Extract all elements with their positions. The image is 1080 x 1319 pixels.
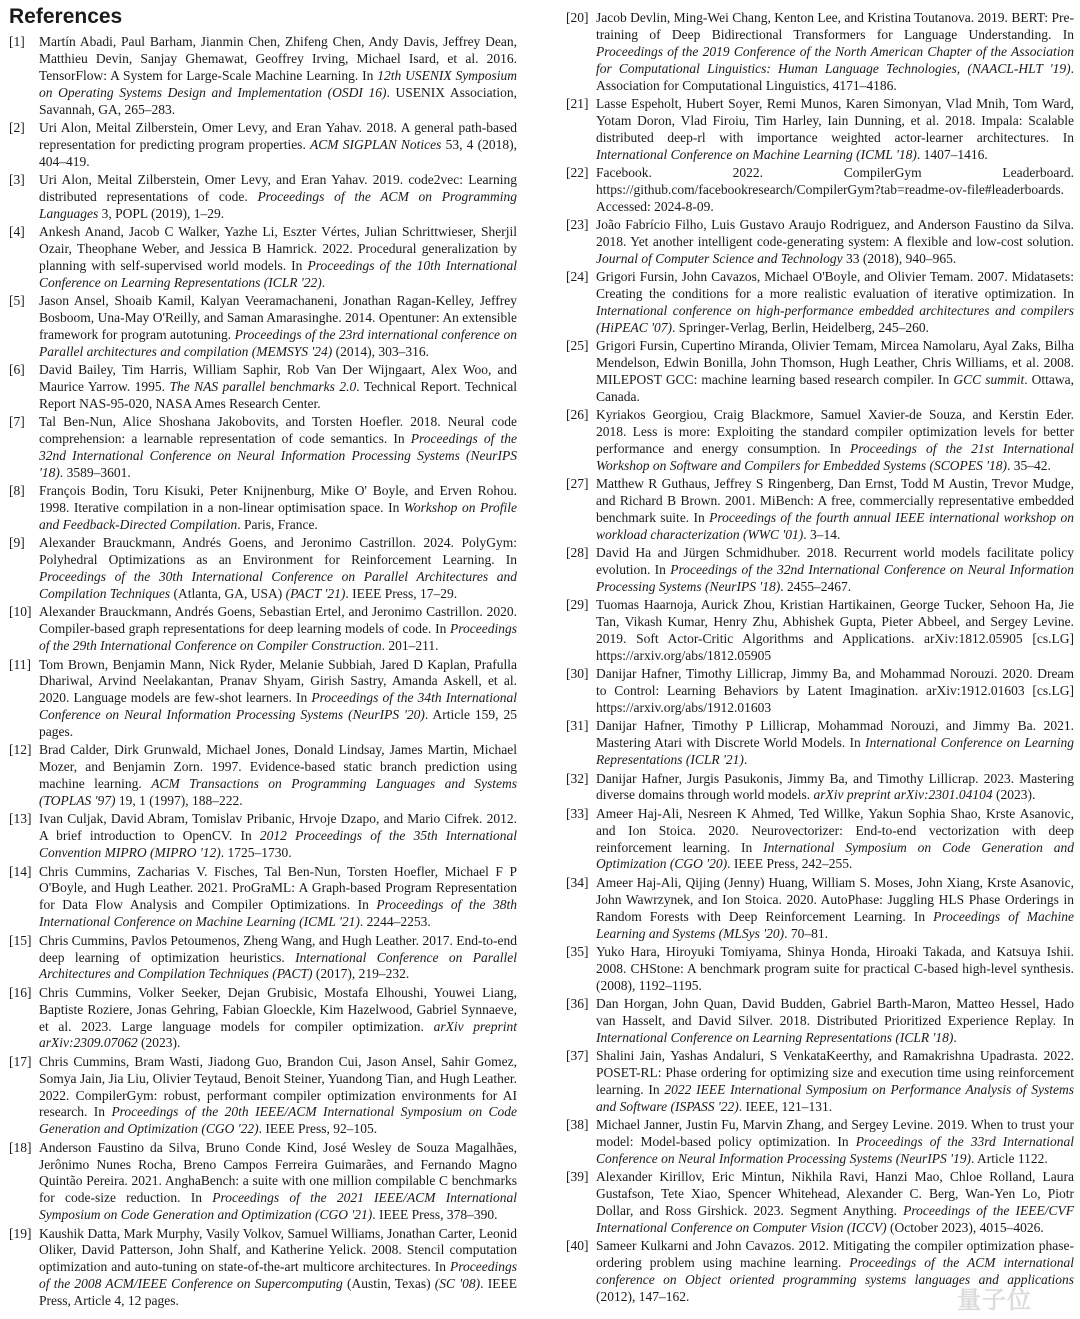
reference-number: [34] [566,874,589,890]
reference-segment: Chris Cummins, Pavlos Petoumenos, Zheng Wang, and Hugh Leather. 2017. End-to-end deep learning of optimization heuristics. [39,932,517,965]
reference-entry [9,293,517,361]
reference-number: [3] [9,172,25,188]
reference-segment: . Article 1122. [970,1150,1048,1166]
reference-entry [9,985,517,1053]
reference-entry [9,1054,517,1139]
reference-text [596,597,1074,665]
reference-segment: (2012), 147–162. [596,1288,690,1304]
reference-segment: . IEEE, 121–131. [738,1098,833,1114]
reference-venue: Proceedings of the ACM international conference on Object oriented programming systems languages and applications [596,1255,1075,1287]
reference-number: [12] [9,742,32,758]
reference-segment: . 2244–2253. [359,914,431,930]
reference-venue: Proceedings of the 29th International Conference on Compiler Construction [39,621,517,654]
reference-text [596,407,1074,475]
reference-entry [566,666,1074,717]
reference-segment: (October 2023), 4015–4026. [886,1219,1044,1235]
reference-venue: Proceedings of the 30th International Conference on Parallel Architectures and Compilation Techniques [39,569,517,602]
reference-segment: Ameer Haj-Ali, Nesreen K Ahmed, Ted Willke, Yakun Sophia Shao, Krste Asanovic, and Ion Stoica. 2020. Neurovectorizer: End-to-end vectorization with deep reinforcement learning. In [596,805,1074,855]
reference-venue: 2022 IEEE International Symposium on Performance Analysis of Systems and Software (ISPASS '22) [596,1081,1074,1114]
reference-entry [566,806,1074,874]
reference-segment: Ivan Culjak, David Abram, Tomislav Pribanic, Hrvoje Dzapo, and Mario Cifrek. 2012. A brief introduction to OpenCV. In [39,811,517,844]
reference-venue: 2012 Proceedings of the 35th International Convention MIPRO (MIPRO '12) [39,828,517,861]
reference-segment: Chris Cummins, Bram Wasti, Jiadong Guo, Brandon Cui, Jason Ansel, Sahir Gomez, Somya Jain, Jia Liu, Olivier Teytaud, Benoit Steiner, Yuandong Tian, and Hugh Leather. 2022. CompilerGym: robust, performant compiler optimization environments for AI research. In [39,1053,517,1120]
reference-segment: . Springer-Verlag, Berlin, Heidelberg, 245–260. [672,319,930,335]
reference-entry [9,933,517,984]
reference-segment: Jacob Devlin, Ming-Wei Chang, Kenton Lee, and Kristina Toutanova. 2019. BERT: Pre-training of Deep Bidirectional Transformers for Language Understanding. In [596,10,1074,42]
reference-segment: Danijar Hafner, Timothy P Lillicrap, Mohammad Norouzi, and Jimmy Ba. 2021. Mastering Atari with Discrete World Models. In [596,718,1074,751]
reference-segment: . 3–14. [803,526,841,542]
reference-segment: Chris Cummins, Volker Seeker, Dejan Grubisic, Mostafa Elhoushi, Youwei Liang, Baptiste Roziere, Jonas Gehring, Fabian Gloeckle, Kim Hazelwood, Gabriel Synnaeve, et al. 2023. Large language models for compiler optimization. [39,984,517,1034]
reference-text [596,771,1074,805]
reference-text [39,1054,517,1139]
reference-segment: . USENIX Association, Savannah, GA, 265–283. [39,84,517,117]
reference-venue: Workshop on Profile and Feedback-Directed Compilation [39,500,517,533]
reference-venue: arXiv preprint arXiv:2309.07062 [39,1018,517,1051]
reference-venue: Proceedings of the 38th International Conference on Machine Learning (ICML '21) [39,897,517,930]
reference-segment: . Paris, France. [237,517,318,533]
reference-segment: Martín Abadi, Paul Barham, Jianmin Chen, Zhifeng Chen, Andy Davis, Jeffrey Dean, Matthieu Devin, Sanjay Ghemawat, Geoffrey Irving, Michael Isard, et al. 2016. TensorFlow: A System for Large-Scale Machine Learning. In [39,34,517,83]
reference-segment: Tuomas Haarnoja, Aurick Zhou, Kristian Hartikainen, George Tucker, Sehoon Ha, Jie Tan, Vikash Kumar, Henry Zhu, Abhishek Gupta, Pieter Abbeel, and Sergey Levine. 2019. Soft Actor-Critic Algorithms and Applications. arXiv:1812.05905 [cs.LG] https://arxiv.org/abs/1812.05905 [596,597,1074,664]
reference-segment: Anderson Faustino da Silva, Bruno Conde Kind, José Wesley de Souza Magalhães, Jerônimo Nunes Rocha, Breno Campos Ferreira Guimarães, and Fernando Magno Quintão Pereira. 2021. AnghaBench: a suite with one million compilable C benchmarks for code-size reduction. In [39,1139,517,1206]
reference-segment: (2023). [137,1035,181,1051]
reference-segment: David Bailey, Tim Harris, William Saphir, Rob Van Der Wijngaart, Alex Woo, and Maurice Yarrow. 1995. [39,362,517,395]
reference-text [39,120,517,171]
reference-text [596,1048,1074,1116]
reference-venue: (SC '08) [434,1276,481,1292]
reference-segment: Jason Ansel, Shoaib Kamil, Kalyan Veeramachaneni, Jonathan Ragan-Kelley, Jeffrey Bosboom, Una-May O'Reilly, and Saman Amarasinghe. 2014. Opentuner: An extensible framework for program autotuning. [39,293,517,342]
reference-segment: Matthew R Guthaus, Jeffrey S Ringenberg, Dan Ernst, Todd M Austin, Trevor Mudge, and Richard B Brown. 2001. MiBench: A free, commercially representative embedded benchmark suite. In [596,476,1074,526]
reference-number: [31] [566,718,589,734]
reference-text [39,657,517,742]
reference-number: [2] [9,119,25,135]
reference-segment: Uri Alon, Meital Zilberstein, Omer Levy, and Eran Yahav. 2018. A general path-based representation for predicting program properties. [39,119,517,152]
reference-entry [566,217,1074,268]
reference-venue: Proceedings of the fourth annual IEEE international workshop on workload characterization (WWC '01) [596,510,1075,542]
reference-number: [29] [566,597,589,613]
reference-entry [566,996,1074,1047]
reference-venue: Proceedings of the 2021 IEEE/ACM International Symposium on Code Generation and Optimization (CGO '21) [39,1190,518,1223]
reference-text [596,875,1074,943]
reference-entry [566,407,1074,475]
reference-segment: . 3589–3601. [59,465,131,480]
reference-segment: (2017), 219–232. [312,966,410,982]
reference-venue: Proceedings of the 23rd international conference on Parallel architectures and compilation (MEMSYS '24) [39,326,517,359]
reference-text [39,985,517,1053]
reference-number: [5] [9,293,25,309]
reference-segment: . IEEE Press, 92–105. [258,1121,378,1137]
reference-venue: ACM Transactions on Programming Languages and Systems (TOPLAS '97) [39,776,517,809]
reference-entry [566,718,1074,769]
reference-segment: . IEEE Press, 17–29. [345,586,458,602]
reference-number: [7] [9,414,25,430]
reference-number: [35] [566,943,589,959]
reference-segment: . Ottawa, Canada. [596,371,1075,404]
reference-segment: Tom Brown, Benjamin Mann, Nick Ryder, Melanie Subbiah, Jared D Kaplan, Prafulla Dhariwal, Arvind Neelakantan, Pranav Shyam, Girish Sastry, Amanda Askell, et al. 2020. Language models are few-shot learners. In [39,656,517,706]
reference-text [39,535,517,603]
reference-text [596,545,1074,596]
reference-number: [38] [566,1117,589,1133]
reference-number: [13] [9,811,32,827]
reference-segment: (Atlanta, GA, USA) [170,586,286,602]
reference-number: [19] [9,1225,32,1241]
reference-entry [566,1238,1074,1306]
reference-venue: Proceedings of the 34th International Conference on Neural Information Processing Systems (NeurIPS '20) [39,690,518,723]
reference-entry [9,535,517,603]
reference-entry [9,172,517,223]
reference-venue: (PACT '21) [285,586,346,602]
reference-venue: Proceedings of the 20th IEEE/ACM International Symposium on Code Generation and Optimization (CGO '22) [39,1104,517,1137]
reference-segment: Dan Horgan, John Quan, David Budden, Gabriel Barth-Maron, Matteo Hessel, Hado van Hasselt, and David Silver. 2018. Distributed Prioritized Experience Replay. In [596,995,1074,1028]
reference-segment: Alexander Brauckmann, Andrés Goens, and Jeronimo Castrillon. 2024. PolyGym: Polyhedral Optimizations as an Environment for Reinforcement Learning. In [39,535,517,568]
reference-text [596,944,1074,995]
reference-segment: (Austin, Texas) [342,1276,435,1292]
reference-number: [14] [9,863,32,879]
reference-entry [566,875,1074,943]
reference-number: [20] [566,10,589,25]
reference-number: [16] [9,984,32,1000]
reference-number: [24] [566,269,589,285]
reference-segment: Grigori Fursin, John Cavazos, Michael O'Boyle, and Olivier Temam. 2007. Midatasets: Creating the conditions for a more realistic evaluation of iterative optimization. In [596,269,1074,302]
reference-number: [9] [9,535,25,551]
reference-segment: Alexander Brauckmann, Andrés Goens, Sebastian Ertel, and Jeronimo Castrillon. 2020. Compiler-based graph representations for deep learning models of code. In [39,604,517,637]
reference-entry [566,545,1074,596]
reference-venue: Proceedings of the IEEE/CVF International Conference on Computer Vision (ICCV) [596,1202,1074,1235]
reference-number: [6] [9,362,25,378]
reference-text [596,10,1074,95]
reference-text [596,217,1074,268]
reference-segment: . 70–81. [784,925,828,941]
reference-segment: Lasse Espeholt, Hubert Soyer, Remi Munos, Karen Simonyan, Vlad Mnih, Tom Ward, Yotam Doron, Vlad Firoiu, Tim Harley, Iain Dunning, et al. 2018. Impala: Scalable distributed deep-rl with importance weighted actor-learner architectures. In [596,95,1074,145]
reference-entry [566,338,1074,406]
reference-number: [32] [566,770,589,786]
reference-segment: . IEEE Press, Article 4, 12 pages. [39,1276,517,1309]
reference-number: [22] [566,164,589,180]
reference-segment: 19, 1 (1997), 188–222. [115,793,243,809]
reference-entry [9,34,517,119]
reference-text [39,933,517,984]
reference-number: [23] [566,217,589,233]
reference-entry [9,742,517,810]
reference-segment: . IEEE Press, 378–390. [372,1207,498,1223]
reference-text [596,996,1074,1047]
reference-venue: ACM SIGPLAN Notices [310,136,442,152]
reference-venue: Proceedings of the 10th International Conference on Learning Representations (ICLR '22) [39,257,517,290]
reference-venue: Proceedings of the 2019 Conference of the North American Chapter of the Association for Computational Linguistics: Human Language Technologies, (NAACL-HLT '19) [596,43,1074,76]
reference-venue: Proceedings of the ACM on Programming Languages [39,188,517,221]
reference-number: [18] [9,1139,32,1155]
reference-entry [566,10,1074,95]
reference-number: [37] [566,1048,589,1064]
reference-segment: . 1407–1416. [916,146,988,162]
reference-text [39,742,517,810]
reference-number: [11] [9,656,31,672]
watermark-logo: 量子位 [957,1287,1032,1314]
reference-text [39,293,517,361]
reference-segment: Michael Janner, Justin Fu, Marvin Zhang, and Sergey Levine. 2019. When to trust your model: Model-based policy optimization. In [596,1117,1074,1149]
reference-entry [9,483,517,534]
reference-entry [566,771,1074,805]
reference-segment: Tal Ben-Nun, Alice Shoshana Jakobovits, and Torsten Hoefler. 2018. Neural code comprehension: a learnable representation of code semantics. In [39,414,517,447]
reference-number: [15] [9,932,32,948]
reference-number: [33] [566,805,589,821]
reference-text [596,269,1074,337]
reference-venue: Proceedings of the 32nd International Conference on Neural Information Processing Systems (NeurIPS '18) [39,431,517,480]
reference-text [39,1140,517,1225]
reference-text [39,414,517,482]
reference-text [39,864,517,932]
reference-segment: Kyriakos Georgiou, Craig Blackmore, Samuel Xavier-de Souza, and Kerstin Eder. 2018. Less is more: Exploiting the standard compiler optimization levels for better performance and energy consumption. In [596,407,1074,456]
reference-number: [30] [566,666,589,682]
reference-venue: International Conference on Machine Learning (ICML '18) [596,146,917,162]
reference-segment: João Fabrício Filho, Luis Gustavo Araujo Rodriguez, and Anderson Faustino da Silva. 2018. Yet another intelligent code-generating system: A flexible and low-cost solution. [596,217,1074,249]
reference-segment: Brad Calder, Dirk Grunwald, Michael Jones, Donald Lindsay, James Martin, Michael Mozer, and Benjamin Zorn. 1997. Evidence-based static branch prediction using machine learning. [39,742,517,792]
reference-entry [566,269,1074,337]
reference-entry [9,864,517,932]
reference-segment: . 1725–1730. [220,845,292,861]
reference-text [596,1117,1074,1168]
reference-segment: 3, POPL (2019), 1–29. [98,205,225,221]
reference-number: [21] [566,95,589,111]
reference-segment: Sameer Kulkarni and John Cavazos. 2012. Mitigating the compiler optimization phase-ordering problem using machine learning. [596,1238,1074,1271]
reference-number: [28] [566,545,589,561]
reference-segment: . 2455–2467. [780,579,852,595]
reference-number: [27] [566,476,589,492]
reference-entry [9,657,517,742]
reference-entry [566,165,1074,216]
reference-entry [9,120,517,171]
reference-venue: Proceedings of the 32nd International Conference on Neural Information Processing Systems (NeurIPS '18) [596,562,1074,595]
reference-segment: Ankesh Anand, Jacob C Walker, Yazhe Li, Eszter Vértes, Julian Schrittwieser, Sherjil Ozair, Theophane Weber, and Jessica B Hamrick. 2022. Procedural generalization by planning with self-supervised world models. In [39,224,517,273]
reference-text [39,34,517,119]
reference-venue: International Symposium on Code Generation and Optimization (CGO '20) [596,839,1074,872]
reference-text [596,806,1074,874]
reference-segment: (2023). [992,787,1036,803]
reference-segment: (2014), 303–316. [332,343,429,359]
reference-text [39,483,517,534]
reference-text [596,718,1074,769]
reference-segment: . IEEE Press, 242–255. [727,856,853,872]
reference-number: [39] [566,1169,589,1185]
reference-text [39,604,517,655]
reference-segment: Grigori Fursin, Cupertino Miranda, Olivier Temam, Mircea Namolaru, Ayal Zaks, Bilha Mendelson, Edwin Bonilla, John Thomson, Hugh Leather, Chris Williams, et al. 2008. MILEPOST GCC: machine learning based research compiler. In [596,338,1074,387]
reference-segment: Ameer Haj-Ali, Qijing (Jenny) Huang, William S. Moses, John Xiang, Krste Asanovic, John Wawrzynek, and Ion Stoica. 2020. AutoPhase: Juggling HLS Phase Orderings in Random Forests with Deep Reinforcement Learning. In [596,874,1074,924]
reference-venue: Journal of Computer Science and Technology [596,250,843,266]
reference-venue: arXiv preprint arXiv:2301.04104 [813,787,993,803]
reference-venue: International Conference on Learning Representations (ICLR '18) [596,1029,954,1045]
reference-venue: Proceedings of Machine Learning and Systems (MLSys '20) [596,908,1074,941]
reference-text [596,96,1074,164]
reference-segment: . [321,274,326,290]
reference-text [39,1226,517,1311]
reference-text [596,666,1074,717]
reference-entry [9,414,517,482]
reference-segment: . Association for Computational Linguistics, 4171–4186. [596,60,1074,93]
reference-venue: International Conference on Parallel Architectures and Compilation Techniques (PACT) [39,949,517,982]
reference-text [596,1169,1074,1237]
reference-entry [566,944,1074,995]
references-right-column [566,10,1074,1307]
reference-entry [9,1140,517,1225]
reference-segment: Uri Alon, Meital Zilberstein, Omer Levy, and Eran Yahav. 2019. code2vec: Learning distributed representations of code. [39,172,517,204]
reference-number: [36] [566,995,589,1011]
reference-segment: . [953,1029,957,1045]
reference-number: [25] [566,338,589,354]
reference-text [39,362,517,413]
reference-text [596,476,1074,544]
reference-segment: . [743,752,748,768]
reference-entry [566,476,1074,544]
reference-venue: Proceedings of the 2008 ACM/IEEE Conference on Supercomputing [39,1259,517,1292]
reference-text [39,224,517,292]
reference-number: [1] [9,34,25,49]
reference-entry [9,604,517,655]
reference-segment: . 201–211. [381,638,439,654]
reference-segment: . 35–42. [1007,457,1051,473]
reference-segment: Danijar Hafner, Jurgis Pasukonis, Jimmy Ba, and Timothy Lillicrap. 2023. Mastering diverse domains through world models. [596,770,1074,803]
reference-segment: 33 (2018), 940–965. [842,250,957,266]
reference-entry [566,96,1074,164]
reference-entry [566,597,1074,665]
reference-segment: Danijar Hafner, Timothy Lillicrap, Jimmy Ba, and Mohammad Norouzi. 2020. Dream to Control: Learning Behaviors by Latent Imagination. arXiv:1912.01603 [cs.LG] https://arxiv.org/abs/1912.01603 [596,666,1074,716]
reference-venue: International conference on high-performance embedded architectures and compilers (HiPEAC '07) [596,302,1074,335]
reference-segment: 53, 4 (2018), 404–419. [39,136,517,169]
reference-entry [566,1048,1074,1116]
reference-number: [26] [566,407,589,423]
reference-segment: Facebook. 2022. CompilerGym Leaderboard. https://github.com/facebookresearch/CompilerGym?tab=readme-ov-file#leaderboards. Accessed: 2024-8-09. [596,164,1074,214]
reference-number: [4] [9,224,25,240]
reference-number: [8] [9,483,25,499]
reference-number: [40] [566,1238,589,1254]
reference-segment: David Ha and Jürgen Schmidhuber. 2018. Recurrent world models facilitate policy evolution. In [596,545,1074,578]
references-heading: References [9,5,123,28]
reference-entry [566,1117,1074,1168]
reference-entry [9,224,517,292]
reference-venue: GCC summit [953,371,1025,387]
reference-venue: Proceedings of the 33rd International Conference on Neural Information Processing Systems (NeurIPS '19) [596,1133,1074,1166]
reference-segment: . Article 159, 25 pages. [39,707,517,740]
reference-text [596,165,1074,216]
reference-venue: Proceedings of the 21st International Workshop on Software and Compilers for Embedded Systems (SCOPES '18) [596,441,1074,473]
references-left-column [9,34,517,1311]
reference-segment: Shalini Jain, Yashas Andaluri, S VenkataKeerthy, and Ramakrishna Upadrasta. 2022. POSET-RL: Phase ordering for optimizing size and execution time using reinforcement learning. In [596,1048,1074,1097]
reference-number: [10] [9,604,32,620]
reference-entry [9,362,517,413]
reference-segment: . Technical Report. Technical Report NAS-95-020, NASA Ames Research Center. [39,379,517,411]
reference-entry [9,1226,517,1311]
reference-number: [17] [9,1053,32,1069]
reference-segment: Yuko Hara, Hiroyuki Tomiyama, Shinya Honda, Hiroaki Takada, and Katsuya Ishii. 2008. CHStone: A benchmark program suite for practical C-based high-level synthesis. (2008), 1192–1195. [596,943,1074,993]
reference-venue: The NAS parallel benchmarks 2.0 [169,379,357,395]
reference-entry [9,811,517,862]
reference-text [596,1238,1074,1306]
reference-segment: Kaushik Datta, Mark Murphy, Vasily Volkov, Samuel Williams, Jonathan Carter, Leonid Oliker, David Patterson, John Shalf, and Katherine Yelick. 2008. Stencil computation optimization and auto-tuning on state-of-the-art multicore architectures. In [39,1225,517,1275]
reference-venue: 12th USENIX Symposium on Operating Systems Design and Implementation (OSDI 16) [39,67,517,100]
reference-venue: International Conference on Learning Representations (ICLR '21) [596,735,1074,768]
reference-text [39,172,517,223]
reference-segment: François Bodin, Toru Kisuki, Peter Knijnenburg, Mike O' Boyle, and Erven Rohou. 1998. Iterative compilation in a non-linear optimisation space. In [39,483,517,516]
reference-entry [566,1169,1074,1237]
reference-segment: Chris Cummins, Zacharias V. Fisches, Tal Ben-Nun, Torsten Hoefler, Michael F P O'Boyle, and Hugh Leather. 2021. ProGraML: A Graph-based Program Representation for Data Flow Analysis and Compiler Optimizations. In [39,863,517,913]
reference-segment: Alexander Kirillov, Eric Mintun, Nikhila Ravi, Hanzi Mao, Chloe Rolland, Laura Gustafson, Tete Xiao, Spencer Whitehead, Alexander C. Berg, Wan-Yen Lo, Piotr Dollar, and Ross Girshick. 2023. Segment Anything. [596,1169,1074,1218]
reference-text [39,811,517,862]
reference-text [596,338,1074,406]
